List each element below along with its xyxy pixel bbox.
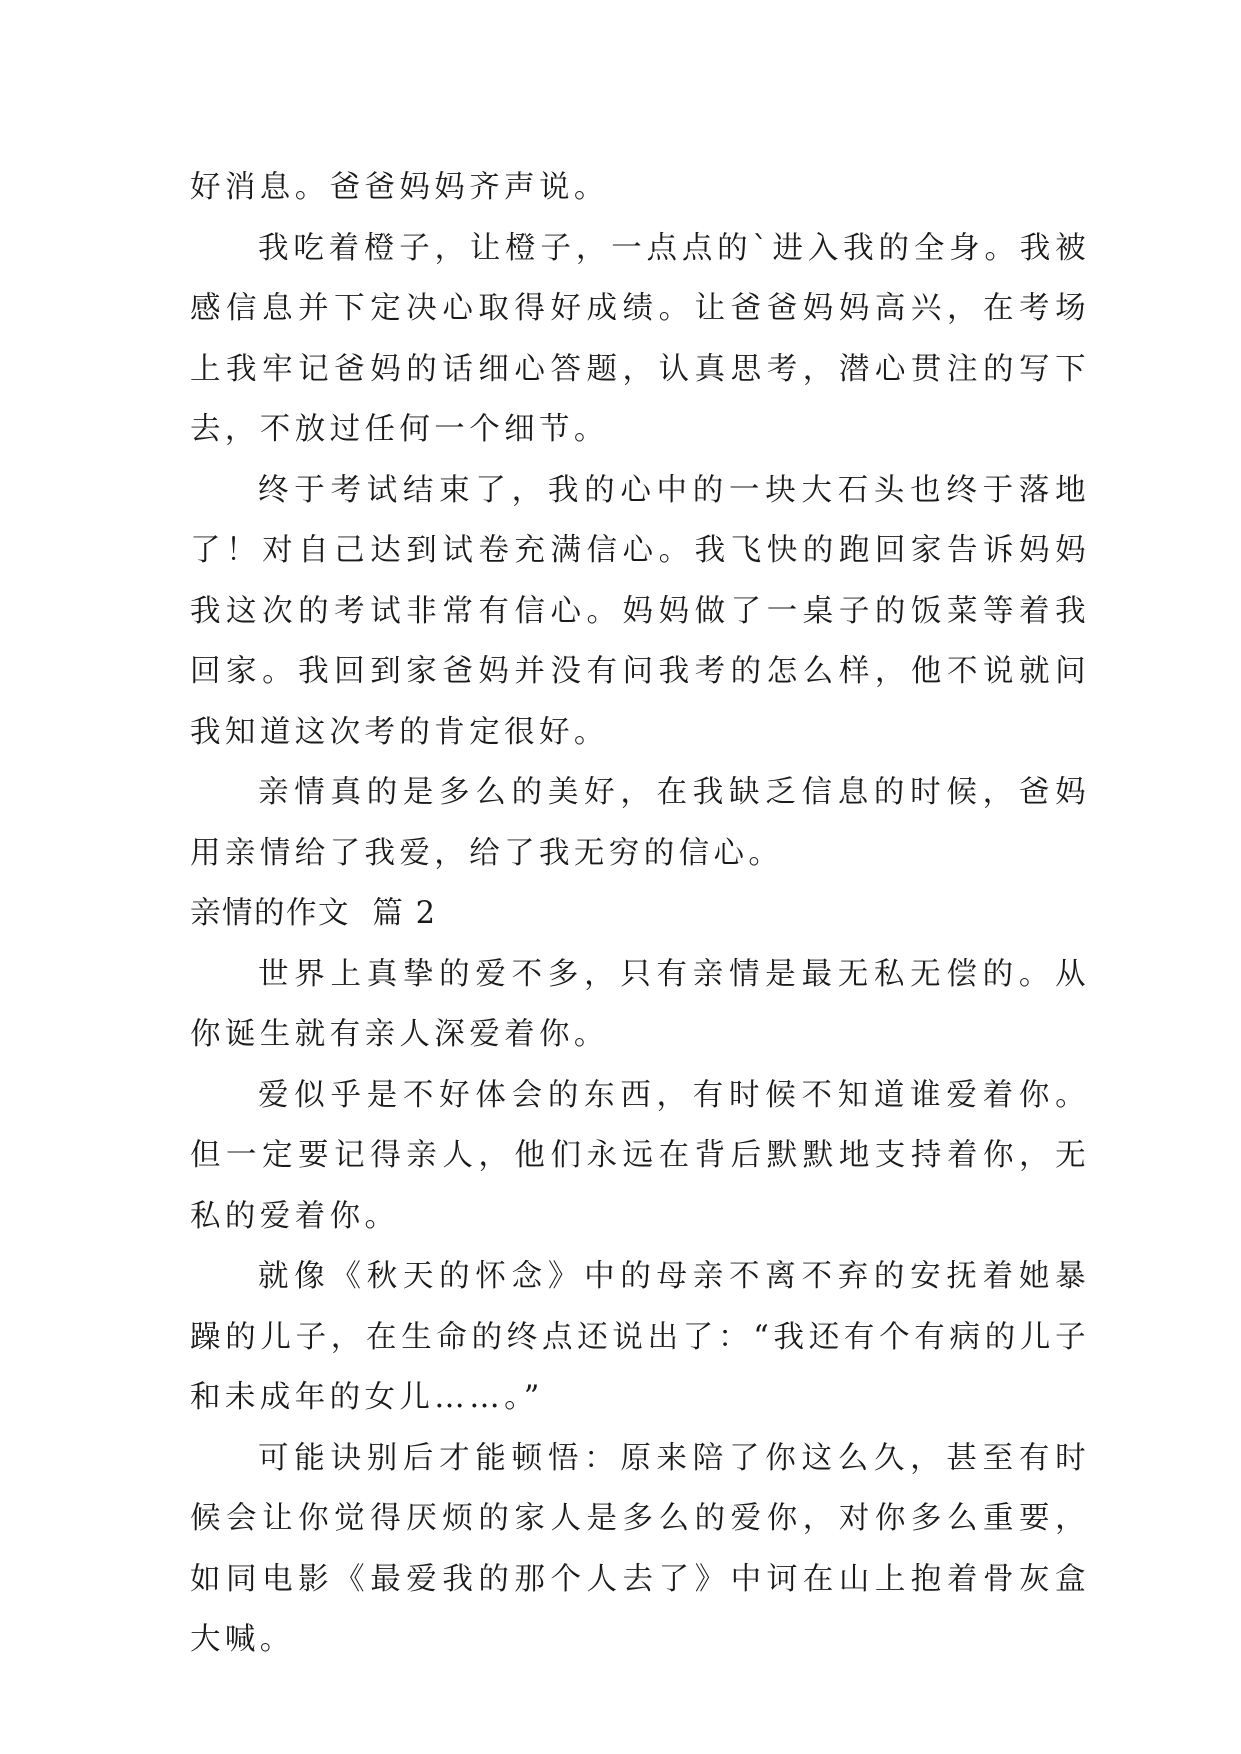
paragraph: 世界上真挚的爱不多，只有亲情是最无私无偿的。从你诞生就有亲人深爱着你。: [190, 956, 1090, 1052]
document-body: [190, 158, 1090, 1671]
paragraph-continuation: 好消息。爸爸妈妈齐声说。: [190, 170, 609, 205]
paragraph: 我吃着橙子，让橙子，一点点的`进入我的全身。我被感信息并下定决心取得好成绩。让爸爸妈妈高兴，在考场上我牢记爸妈的话细心答题，认真思考，潜心贯注的写下去，不放过任何一个细节。: [190, 230, 1090, 447]
paragraph: 终于考试结束了，我的心中的一块大石头也终于落地了！对自己达到试卷充满信心。我飞快的跑回家告诉妈妈我这次的考试非常有信心。妈妈做了一桌子的饭菜等着我回家。我回到家爸妈并没有问我考的怎么样，他不说就问我知道这次考的肯定很好。: [190, 472, 1090, 750]
paragraph: 爱似乎是不好体会的东西，有时候不知道谁爱着你。但一定要记得亲人，他们永远在背后默默地支持着你，无私的爱着你。: [190, 1077, 1090, 1234]
paragraph: 亲情真的是多么的美好，在我缺乏信息的时候，爸妈用亲情给了我爱，给了我无穷的信心。: [190, 775, 1090, 871]
paragraph: 就像《秋天的怀念》中的母亲不离不弃的安抚着她暴躁的儿子，在生命的终点还说出了：“我还有个有病的儿子和未成年的女儿……。”: [190, 1259, 1090, 1415]
paragraph: 可能诀别后才能顿悟：原来陪了你这么久，甚至有时候会让你觉得厌烦的家人是多么的爱你，对你多么重要，如同电影《最爱我的那个人去了》中诃在山上抱着骨灰盒大喊。: [190, 1440, 1090, 1657]
section-heading: 亲情的作文 篇 2: [190, 896, 437, 931]
